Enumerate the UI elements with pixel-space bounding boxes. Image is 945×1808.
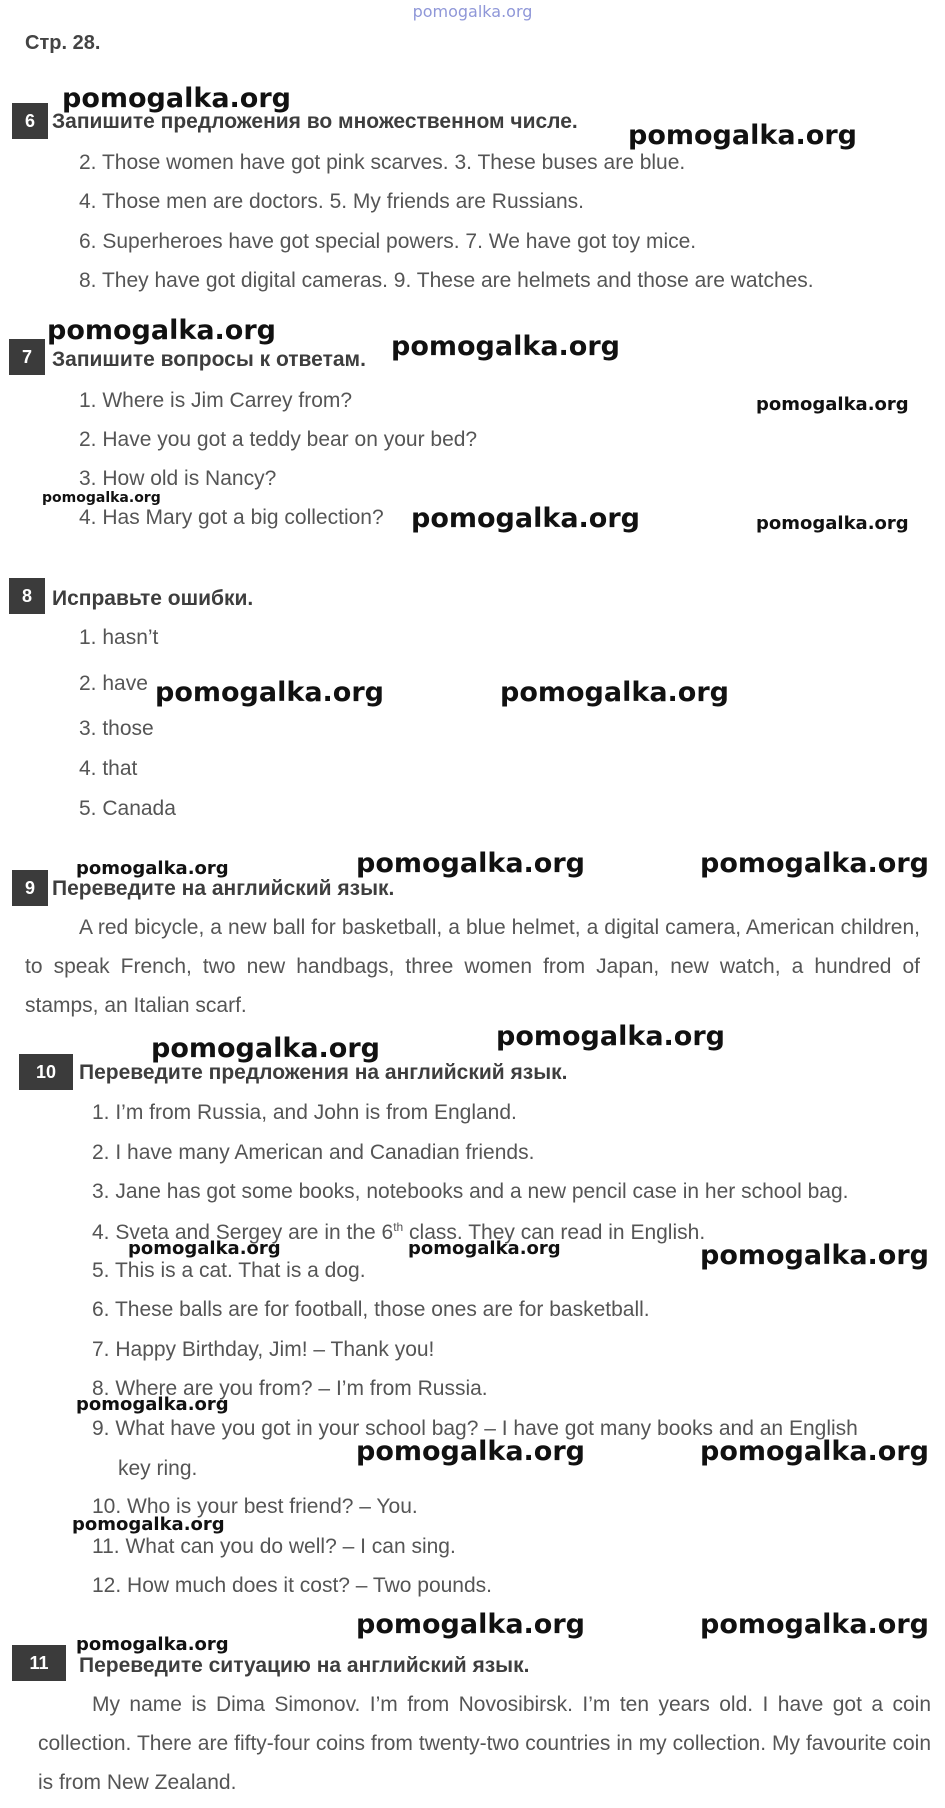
answer-line: 10. Who is your best friend? – You. xyxy=(92,1495,418,1518)
site-header-label: pomogalka.org xyxy=(412,2,533,21)
watermark: pomogalka.org xyxy=(76,858,229,879)
answer-line: 4. that xyxy=(79,757,138,780)
answer-line: 1. Where is Jim Carrey from? xyxy=(79,389,353,412)
watermark: pomogalka.org xyxy=(356,848,585,879)
answer-line: 8. They have got digital cameras. 9. These are helmets and those are watches. xyxy=(79,269,814,292)
answer-line: 3. How old is Nancy? xyxy=(79,467,277,490)
watermark: pomogalka.org xyxy=(76,1634,229,1655)
exercise-number-badge: 6 xyxy=(12,103,48,139)
watermark: pomogalka.org xyxy=(628,120,857,151)
answer-line: 7. Happy Birthday, Jim! – Thank you! xyxy=(92,1338,435,1361)
watermark: pomogalka.org xyxy=(756,394,909,415)
answer-line: 12. How much does it cost? – Two pounds. xyxy=(92,1574,493,1597)
watermark: pomogalka.org xyxy=(42,490,161,506)
watermark: pomogalka.org xyxy=(700,1609,929,1640)
exercise-title: Запишите вопросы к ответам. xyxy=(52,348,366,371)
exercise-number-badge: 9 xyxy=(12,870,48,906)
watermark: pomogalka.org xyxy=(356,1609,585,1640)
watermark: pomogalka.org xyxy=(62,83,291,114)
answer-line: 6. These balls are for football, those ones are for basketball. xyxy=(92,1298,650,1321)
answer-line: 2. Those women have got pink scarves. 3. These buses are blue. xyxy=(79,151,686,174)
watermark: pomogalka.org xyxy=(700,1240,929,1271)
exercise-number-badge: 11 xyxy=(12,1645,66,1681)
answer-line: 1. I’m from Russia, and John is from England. xyxy=(92,1101,517,1124)
watermark: pomogalka.org xyxy=(72,1514,225,1535)
answer-line-part: class. They can read in English. xyxy=(403,1221,706,1244)
watermark: pomogalka.org xyxy=(496,1021,725,1052)
watermark: pomogalka.org xyxy=(391,331,620,362)
answer-line: key ring. xyxy=(118,1457,198,1480)
watermark: pomogalka.org xyxy=(47,315,276,346)
answer-line: 5. Canada xyxy=(79,797,176,820)
answer-line: 11. What can you do well? – I can sing. xyxy=(92,1535,456,1558)
answer-line-part: 4. Sveta and Sergey are in the 6 xyxy=(92,1221,394,1244)
watermark: pomogalka.org xyxy=(411,503,640,534)
answer-line: 4. Those men are doctors. 5. My friends are Russians. xyxy=(79,190,585,213)
exercise-number-badge: 7 xyxy=(9,339,45,375)
ordinal-suffix: th xyxy=(393,1220,404,1234)
watermark: pomogalka.org xyxy=(700,1436,929,1467)
exercise-title: Запишите предложения во множественном числе. xyxy=(52,110,578,133)
answer-line: 2. have xyxy=(79,672,148,695)
exercise-title: Переведите предложения на английский язык. xyxy=(79,1061,568,1084)
exercise-title: Переведите ситуацию на английский язык. xyxy=(79,1654,530,1677)
answer-line: 2. I have many American and Canadian friends. xyxy=(92,1141,535,1164)
watermark: pomogalka.org xyxy=(151,1033,380,1064)
watermark: pomogalka.org xyxy=(128,1238,281,1259)
exercise-number-badge: 10 xyxy=(19,1054,73,1090)
exercise-number-badge: 8 xyxy=(9,578,45,614)
watermark: pomogalka.org xyxy=(756,513,909,534)
watermark: pomogalka.org xyxy=(155,677,384,708)
answer-line: 1. hasn’t xyxy=(79,626,159,649)
answer-line: 2. Have you got a teddy bear on your bed? xyxy=(79,428,478,451)
answer-line: 3. those xyxy=(79,717,154,740)
translation-paragraph: My name is Dima Simonov. I’m from Novosibirsk. I’m ten years old. I have got a coin collection. There are fifty-four coins from twenty-two countries in my collection. My favourite coin is from New Zealand. xyxy=(38,1693,931,1794)
translation-paragraph: A red bicycle, a new ball for basketball, a blue helmet, a digital camera, American children, to speak French, two new handbags, three women from Japan, new watch, a hundred of stamps, an Italian scarf. xyxy=(25,916,920,1017)
answer-line: 3. Jane has got some books, notebooks and a new pencil case in her school bag. xyxy=(92,1180,849,1203)
exercise-title: Исправьте ошибки. xyxy=(52,587,254,610)
watermark: pomogalka.org xyxy=(700,848,929,879)
watermark: pomogalka.org xyxy=(500,677,729,708)
answer-line: 8. Where are you from? – I’m from Russia. xyxy=(92,1377,488,1400)
answer-line: 4. Has Mary got a big collection? xyxy=(79,506,384,529)
answer-line: 6. Superheroes have got special powers. 7. We have got toy mice. xyxy=(79,230,697,253)
answer-line: 9. What have you got in your school bag? – I have got many books and an English xyxy=(92,1417,858,1440)
watermark: pomogalka.org xyxy=(408,1238,561,1259)
watermark: pomogalka.org xyxy=(356,1436,585,1467)
exercise-title: Переведите на английский язык. xyxy=(52,877,395,900)
watermark: pomogalka.org xyxy=(76,1394,229,1415)
answer-line: 5. This is a cat. That is a dog. xyxy=(92,1259,366,1282)
page-reference: Стр. 28. xyxy=(25,32,101,54)
